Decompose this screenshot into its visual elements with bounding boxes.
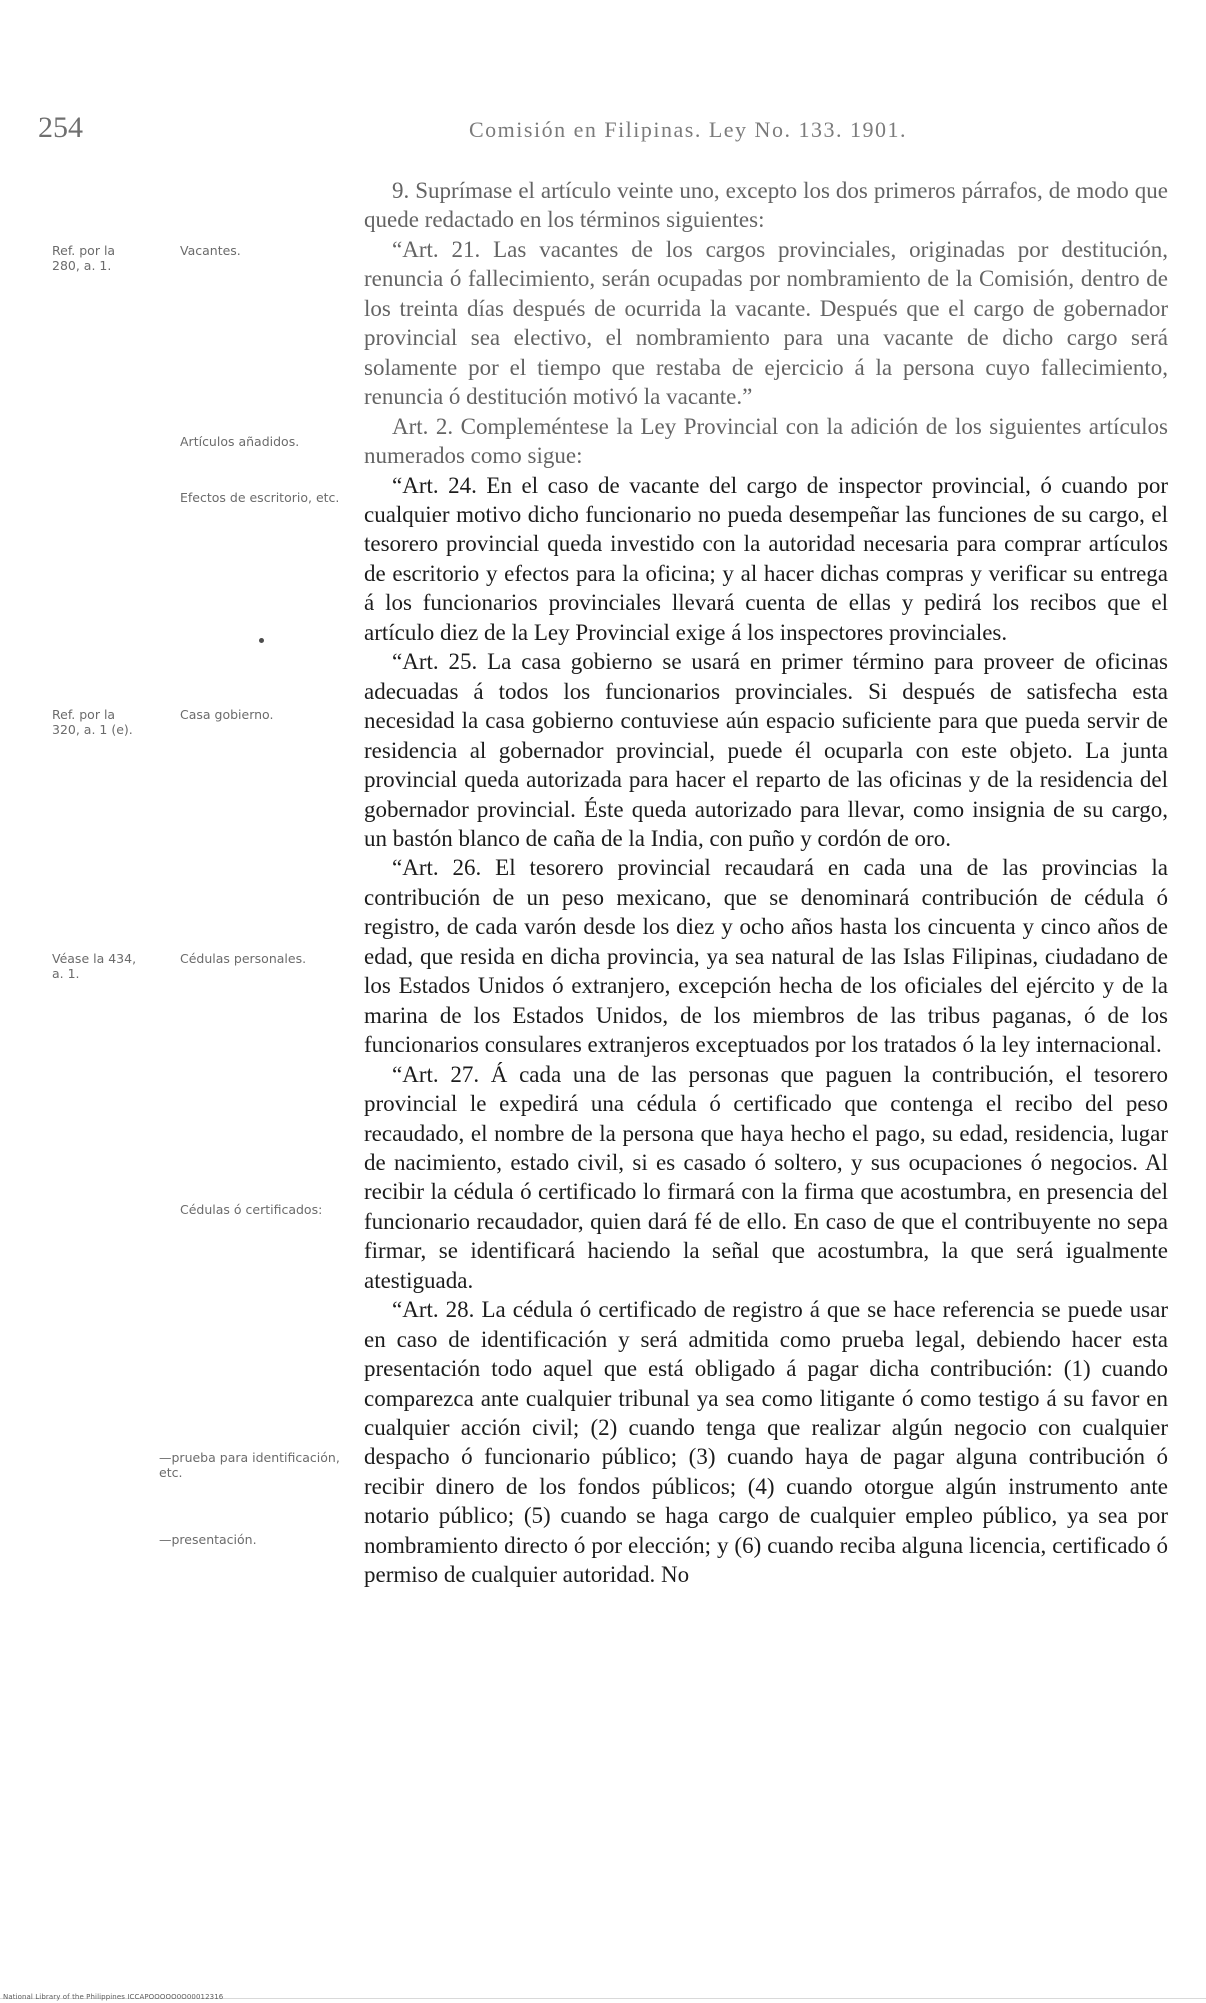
paragraph: Art. 2. Compleméntese la Ley Provincial con la adición de los siguientes artículos numerados como sigue: — [364, 413, 1168, 469]
margin-reference: Ref. por la 320, a. 1 (e). — [52, 707, 133, 737]
paragraph: “Art. 27. Á cada una de las personas que paguen la contribución, el tesorero provincial le expedirá una cédula ó certificado que contenga el recibo del peso recaudado, el nombre de la persona que haya hecho el pago, su edad, residencia, lugar de nacimiento, estado civil, si es casado ó soltero, y sus ocupaciones ó negocios. Al recibir la cédula ó certificado lo firmará con la firma que acostumbra, en presencia del funcionario recaudador, quien dará fé de ello. En caso de que el contribuyente no sepa firmar, se identificará haciendo la señal que acostumbra, la que será igualmente atestiguada. — [364, 1061, 1168, 1293]
page-number: 254 — [38, 111, 83, 144]
library-footer: National Library of the Philippines ICCAPOOOOO0O00012316 — [3, 1993, 224, 2001]
margin-reference: Véase la 434, a. 1. — [52, 951, 137, 981]
margin-topic: Cédulas ó certificados: — [180, 1202, 323, 1217]
running-head: Comisión en Filipinas. Ley No. 133. 1901. — [469, 117, 907, 142]
paragraph: 9. Suprímase el artículo veinte uno, excepto los dos primeros párrafos, de modo que quede redactado en los términos siguientes: — [364, 178, 1168, 233]
paragraph: “Art. 21. Las vacantes de los cargos provinciales, originadas por destitución, renuncia ó fallecimiento, serán ocupadas por nombramiento de la Comisión, dentro de los treinta días después de ocurrida la vacante. Después que el cargo de gobernador provincial sea electivo, el nombramiento para una vacante de dicho cargo será solamente por el tiempo que restaba de ejercicio á la persona cuyo fallecimiento, renuncia ó destitución motivó la vacante.” — [364, 236, 1168, 410]
page-header — [38, 113, 1068, 153]
margin-topic: Vacantes. — [180, 243, 241, 258]
paragraph: “Art. 25. La casa gobierno se usará en primer término para proveer de oficinas adecuadas á todos los funcionarios provinciales. Si después de satisfecha esta necesidad la casa gobierno contuviese aún espacio suficiente para que pueda servir de residencia al gobernador provincial, puede él ocuparla con este objeto. La junta provincial queda autorizada para hacer el reparto de las oficinas y de la residencia del gobernador provincial. Éste queda autorizado para llevar, como insignia de su cargo, un bastón blanco de caña de la India, con puño y cordón de oro. — [364, 649, 1168, 851]
margin-topic: Casa gobierno. — [180, 707, 274, 722]
paragraph: “Art. 26. El tesorero provincial recaudará en cada una de las provincias la contribución de un peso mexicano, que se denominará contribución de cédula ó registro, de cada varón desde los diez y ocho años hasta los cincuenta y cinco años de edad, que resida en dicha provincia, ya sea natural de las Islas Filipinas, ciudadano de los Estados Unidos ó extranjero, excepción hecha de los oficiales del ejército y de la marina de los Estados Unidos, de los miembros de las tribus paganas, ó de los funcionarios consulares extranjeros exceptuados por los tratados ó la ley internacional. — [364, 855, 1168, 1058]
main-text — [364, 176, 1168, 1590]
margin-reference: Ref. por la 280, a. 1. — [52, 243, 116, 273]
margin-topic: Artículos añadidos. — [180, 434, 300, 449]
paragraph: “Art. 28. La cédula ó certificado de registro á que se hace referencia se puede usar en caso de identificación y será admitida como prueba legal, debiendo hacer esta presentación todo aquel que está obligado á pagar dicha contribución: (1) cuando comparezca ante cualquier tribunal ya sea como litigante ó como testigo á su favor en cualquier acción civil; (2) cuando tenga que realizar algún negocio con cualquier despacho ó funcionario público; (3) cuando haya de pagar alguna contribución ó recibir dinero de los fondos públicos; (4) cuando otorgue algún instrumento ante notario público; (5) cuando se haga cargo de cualquier empleo público, ya sea por nombramiento directo ó por elección; y (6) cuando reciba alguna licencia, certificado ó permiso de cualquier autoridad. No — [364, 1297, 1168, 1588]
margin-topic: —presentación. — [159, 1532, 257, 1547]
margin-dot-mark — [259, 638, 264, 643]
paragraph: “Art. 24. En el caso de vacante del cargo de inspector provincial, ó cuando por cualquier motivo dicho funcionario no pueda desempeñar las funciones de su cargo, el tesorero provincial queda investido con la autoridad necesaria para comprar artículos de escritorio y efectos para la oficina; y al hacer dichas compras y verificar su entrega á los funcionarios provinciales llevará cuenta de ellas y pedirá los recibos que el artículo diez de la Ley Provincial exige á los inspectores provinciales. — [364, 472, 1168, 645]
margin-topic: Efectos de escritorio, etc. — [180, 490, 340, 505]
margin-topic: Cédulas personales. — [180, 951, 307, 966]
margin-topic: —prueba para identificación, etc. — [159, 1450, 340, 1480]
